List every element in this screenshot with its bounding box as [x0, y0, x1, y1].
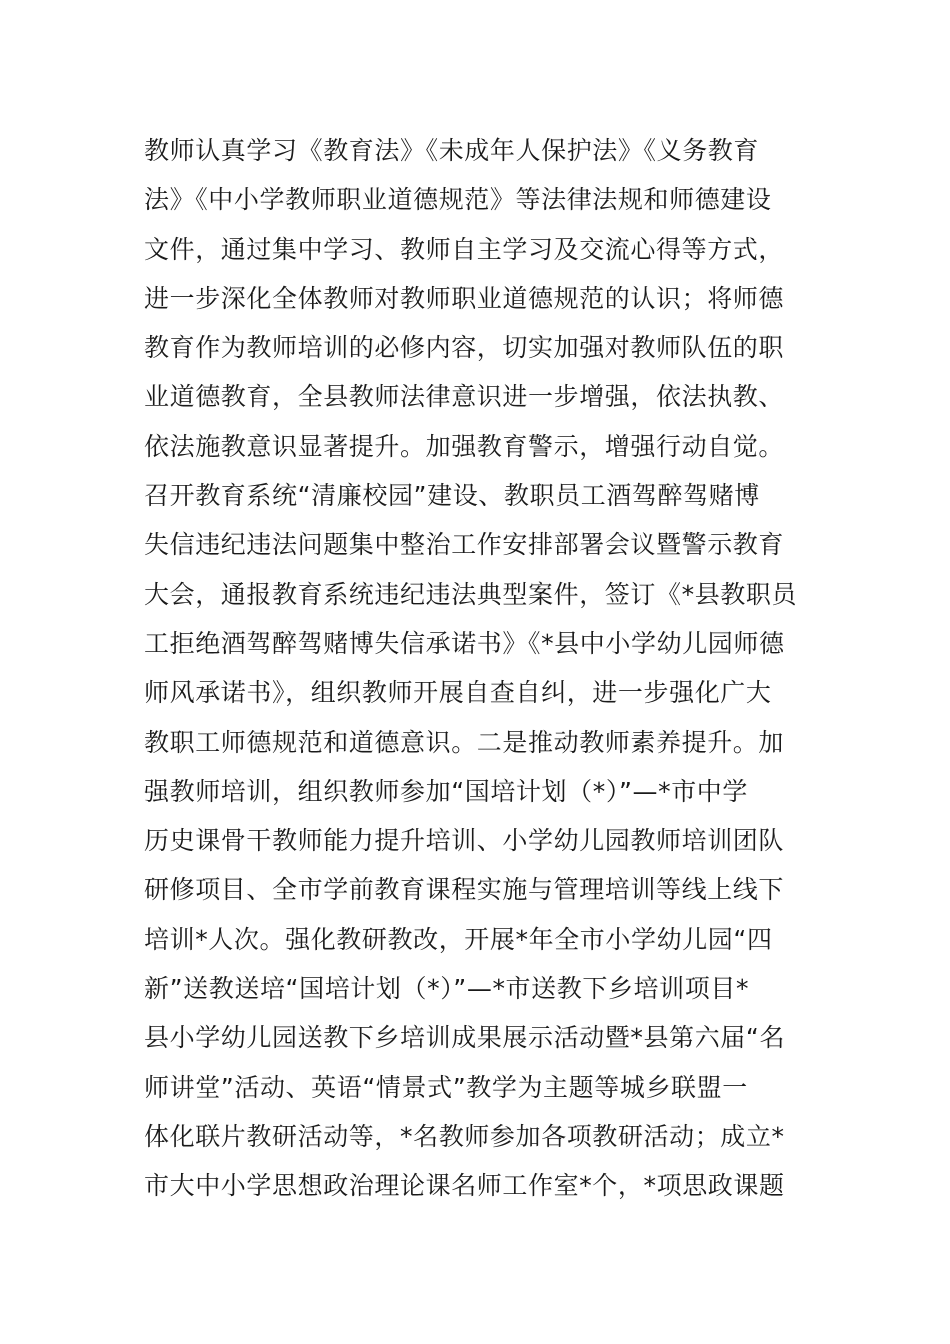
text-line: 失信违纪违法问题集中整治工作安排部署会议暨警示教育 — [144, 530, 785, 560]
text-line: 工拒绝酒驾醉驾赌博失信承诺书》《*县中小学幼儿园师德 — [144, 628, 785, 658]
text-line: 新”送教送培“国培计划（*）”—*市送教下乡培训项目* — [144, 974, 750, 1004]
text-line: 大会，通报教育系统违纪违法典型案件，签订《*县教职员 — [144, 579, 798, 609]
text-line: 法》《中小学教师职业道德规范》等法律法规和师德建设 — [144, 185, 772, 215]
text-line: 教职工师德规范和道德意识。二是推动教师素养提升。加 — [144, 727, 785, 757]
text-line: 强教师培训，组织教师参加“国培计划（*）”—*市中学 — [144, 776, 749, 806]
text-line: 教育作为教师培训的必修内容，切实加强对教师队伍的职 — [144, 333, 785, 363]
text-line: 研修项目、全市学前教育课程实施与管理培训等线上线下 — [144, 875, 785, 905]
text-line: 体化联片教研活动等，*名教师参加各项教研活动；成立* — [144, 1121, 785, 1151]
text-line: 县小学幼儿园送教下乡培训成果展示活动暨*县第六届“名 — [144, 1023, 786, 1053]
text-line: 师风承诺书》，组织教师开展自查自纠，进一步强化广大 — [144, 678, 772, 708]
text-line: 培训*人次。强化教研教改，开展*年全市小学幼儿园“四 — [144, 924, 773, 954]
text-line: 依法施教意识显著提升。加强教育警示，增强行动自觉。 — [144, 431, 785, 461]
text-line: 文件，通过集中学习、教师自主学习及交流心得等方式， — [144, 234, 785, 264]
body-paragraph — [144, 126, 814, 1211]
text-line: 教师认真学习《教育法》《未成年人保护法》《义务教育 — [144, 136, 760, 165]
text-line: 师讲堂”活动、英语“情景式”教学为主题等城乡联盟一 — [144, 1072, 748, 1102]
text-line: 进一步深化全体教师对教师职业道德规范的认识；将师德 — [144, 283, 785, 313]
text-line: 历史课骨干教师能力提升培训、小学幼儿园教师培训团队 — [144, 826, 785, 856]
text-line: 业道德教育，全县教师法律意识进一步增强，依法执教、 — [144, 382, 785, 412]
text-line: 召开教育系统“清廉校园”建设、教职员工酒驾醉驾赌博 — [144, 481, 760, 511]
text-line: 市大中小学思想政治理论课名师工作室*个，*项思政课题 — [144, 1171, 785, 1201]
